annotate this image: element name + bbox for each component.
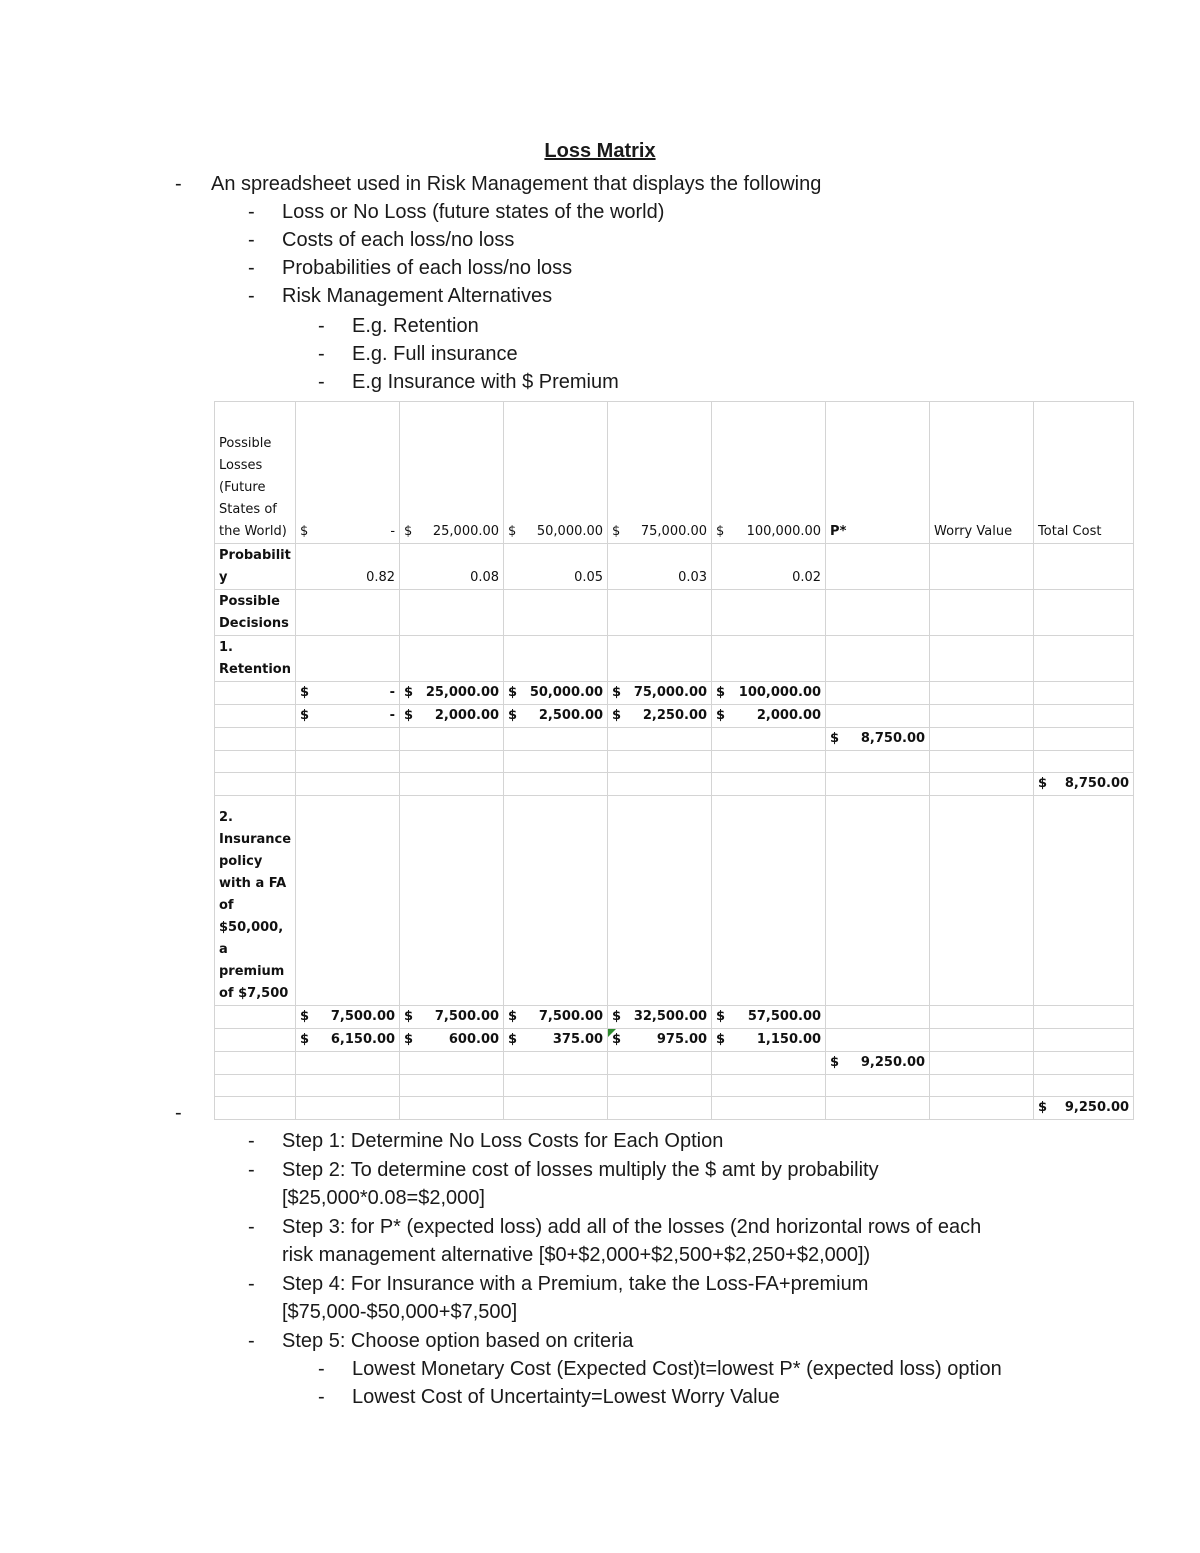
intro-item: Loss or No Loss (future states of the world) [282,201,665,223]
header-label: Possible Losses (Future States of the World) [215,402,296,544]
bullet-dash: - [248,229,255,251]
insurance-loss-cell: $ 32,500.00 [608,1006,712,1029]
step-5: Step 5: Choose option based on criteria [282,1330,634,1352]
bullet-dash: - [318,343,325,365]
table-row [215,728,1134,751]
bullet-dash: - [248,257,255,279]
cell-error-marker-icon [608,1029,616,1037]
retention-loss-cell: $ 75,000.00 [608,682,712,705]
retention-weighted-cell: $ 2,250.00 [608,705,712,728]
bullet-dash: - [318,1358,325,1380]
criteria-item: Lowest Monetary Cost (Expected Cost)t=lowest P* (expected loss) option [352,1358,1002,1380]
intro-item: Probabilities of each loss/no loss [282,257,573,279]
step-1: Step 1: Determine No Loss Costs for Each Option [282,1130,724,1152]
retention-loss-cell: $ - [296,682,400,705]
retention-loss-cell: $ 25,000.00 [400,682,504,705]
intro-sub-item: E.g Insurance with $ Premium [352,371,619,393]
retention-weighted-cell: $ 2,000.00 [400,705,504,728]
insurance-total: $ 9,250.00 [1034,1097,1134,1120]
probability-cell: 0.02 [712,544,826,590]
criteria-item: Lowest Cost of Uncertainty=Lowest Worry Value [352,1386,780,1408]
bullet-dash: - [318,371,325,393]
intro-sub-item: E.g. Full insurance [352,343,518,365]
bullet-dash: - [318,1386,325,1408]
probability-cell: 0.82 [296,544,400,590]
loss-header-cell: $ 25,000.00 [400,402,504,544]
loss-header-cell: $ - [296,402,400,544]
loss-header-cell: $ 50,000.00 [504,402,608,544]
table-row [215,1097,1134,1120]
intro-main: An spreadsheet used in Risk Management that displays the following [211,173,822,195]
table-row [215,1006,1134,1029]
insurance-weighted-cell: $ 375.00 [504,1029,608,1052]
probability-cell: 0.05 [504,544,608,590]
insurance-label: 2. Insurance policy with a FA of $50,000, a premium of $7,500 [215,796,296,1006]
table-row [215,1029,1134,1052]
bullet-dash: - [248,201,255,223]
loss-matrix-table [214,401,1134,1120]
table-row [215,1075,1134,1097]
insurance-weighted-cell: $ 600.00 [400,1029,504,1052]
decisions-label: Possible Decisions [215,590,296,636]
page-title: Loss Matrix [544,140,656,162]
table-row [215,1052,1134,1075]
probability-cell: 0.08 [400,544,504,590]
intro-item: Risk Management Alternatives [282,285,553,307]
bullet-dash: - [248,1273,255,1295]
table-row [215,682,1134,705]
bullet-dash: - [175,173,182,195]
bullet-dash: - [248,285,255,307]
bullet-dash: - [175,1102,182,1124]
insurance-loss-cell: $ 7,500.00 [296,1006,400,1029]
table-row [215,636,1134,682]
insurance-weighted-cell: $ 1,150.00 [712,1029,826,1052]
intro-item: Costs of each loss/no loss [282,229,515,251]
retention-pstar: $ 8,750.00 [826,728,930,751]
insurance-loss-cell: $ 7,500.00 [504,1006,608,1029]
step-3-detail: risk management alternative [$0+$2,000+$2,500+$2,250+$2,000]) [282,1244,871,1266]
pstar-header: P* [826,402,930,544]
step-2-detail: [$25,000*0.08=$2,000] [282,1187,485,1209]
probability-cell: 0.03 [608,544,712,590]
table-row [215,796,1134,1006]
step-3: Step 3: for P* (expected loss) add all of the losses (2nd horizontal rows of each [282,1216,982,1238]
retention-loss-cell: $ 100,000.00 [712,682,826,705]
table-row [215,590,1134,636]
insurance-weighted-cell: $ 6,150.00 [296,1029,400,1052]
retention-label: 1. Retention [215,636,296,682]
bullet-dash: - [318,315,325,337]
table-row [215,544,1134,590]
worry-header: Worry Value [930,402,1034,544]
insurance-weighted-cell: $ 975.00 [608,1029,712,1052]
retention-weighted-cell: $ 2,000.00 [712,705,826,728]
insurance-loss-cell: $ 57,500.00 [712,1006,826,1029]
intro-sub-item: E.g. Retention [352,315,479,337]
bullet-dash: - [248,1330,255,1352]
retention-weighted-cell: $ - [296,705,400,728]
table-row [215,751,1134,773]
total-header: Total Cost [1034,402,1134,544]
insurance-pstar: $ 9,250.00 [826,1052,930,1075]
step-2: Step 2: To determine cost of losses multiply the $ amt by probability [282,1159,879,1181]
bullet-dash: - [248,1159,255,1181]
loss-header-cell: $ 75,000.00 [608,402,712,544]
step-4-detail: [$75,000-$50,000+$7,500] [282,1301,518,1323]
table-row [215,705,1134,728]
table-row [215,402,1134,544]
step-4: Step 4: For Insurance with a Premium, take the Loss-FA+premium [282,1273,869,1295]
bullet-dash: - [248,1130,255,1152]
probability-label: Probability [215,544,296,590]
loss-header-cell: $ 100,000.00 [712,402,826,544]
insurance-loss-cell: $ 7,500.00 [400,1006,504,1029]
bullet-dash: - [248,1216,255,1238]
retention-total: $ 8,750.00 [1034,773,1134,796]
table-row [215,773,1134,796]
retention-loss-cell: $ 50,000.00 [504,682,608,705]
retention-weighted-cell: $ 2,500.00 [504,705,608,728]
